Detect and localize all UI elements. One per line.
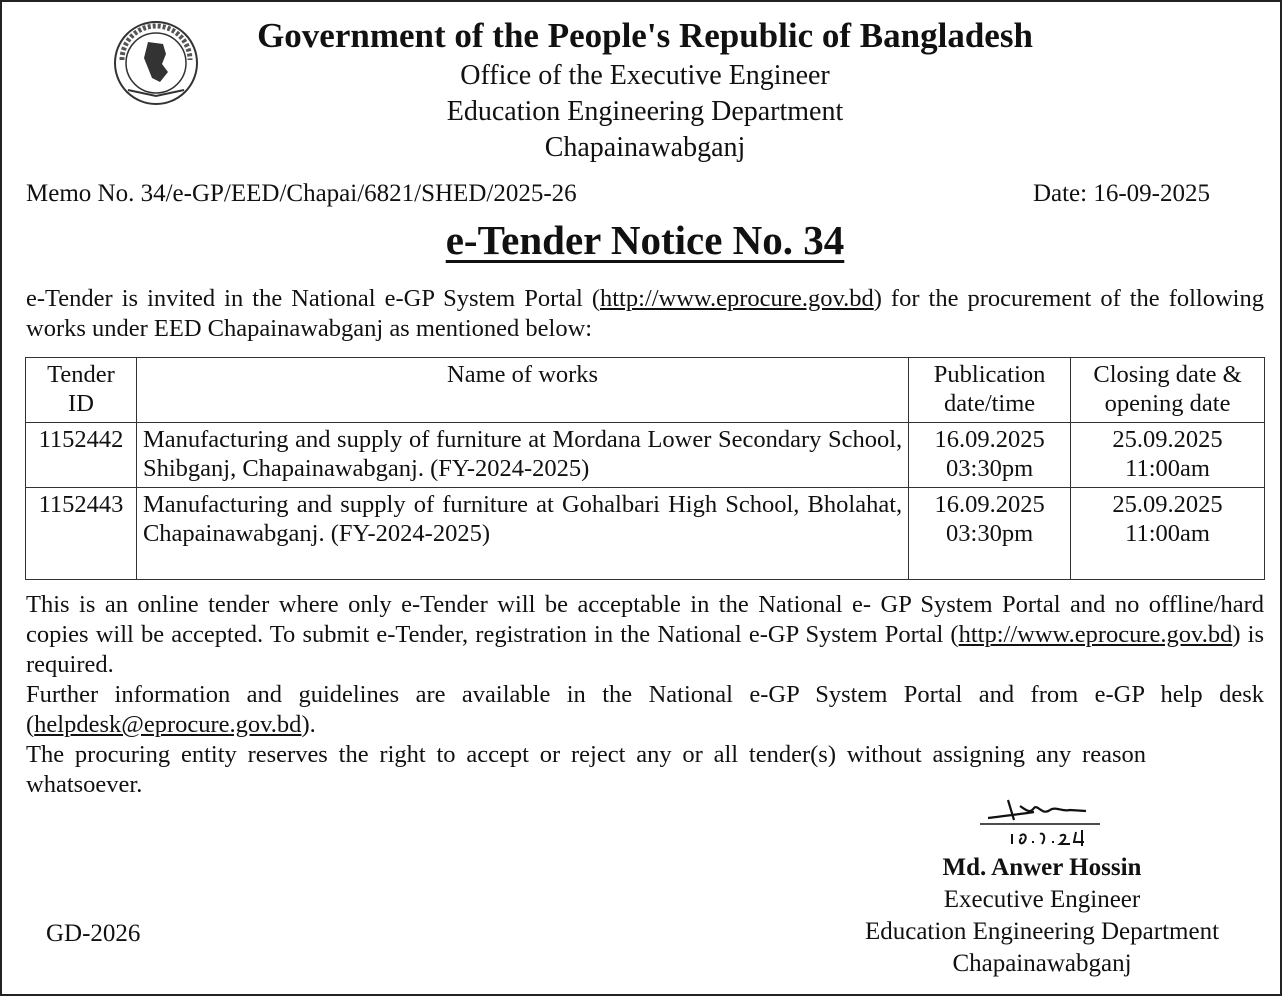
intro-text-start: e-Tender is invited in the National e-GP System Portal ( [26,285,600,312]
department-name: Education Engineering Department [446,96,844,127]
header-closing: Closing date & opening date [1071,358,1265,423]
opening-time: 11:00am [1125,520,1210,547]
tender-id: 1152442 [26,423,137,488]
signatory-department: Education Engineering Department [864,918,1220,945]
works-table [25,357,1265,580]
info-text-start: Further information and guidelines are available in the National e-GP System Portal and from e-GP help desk ( [26,681,1264,738]
office-name: Office of the Executive Engineer [460,60,830,91]
online-tender-paragraph [26,590,1264,680]
work-name: Manufacturing and supply of furniture at Mordana Lower Secondary School, Shibganj, Chapainawabganj. (FY-2024-2025) [136,423,908,488]
publication-time: 03:30pm [946,520,1034,547]
rights-paragraph: The procuring entity reserves the right to accept or reject any or all tender(s) without assigning any reason whatsoever. [26,741,1146,798]
memo-number: Memo No. 34/e-GP/EED/Chapai/6821/SHED/2025-26 [26,180,577,207]
closing-cell [1071,423,1265,488]
notice-title-text: e-Tender Notice No. 34 [445,217,845,263]
government-title: Government of the People's Republic of Bangladesh [257,16,1033,55]
header-publication: Publication date/time [909,358,1071,423]
handwritten-signature [974,796,1134,852]
publication-date: 16.09.2025 [934,426,1045,453]
gd-number: GD-2026 [46,920,141,947]
district-name: Chapainawabganj [544,132,746,163]
header-tender-id: Tender ID [26,358,137,423]
closing-date: 25.09.2025 [1112,426,1223,453]
signatory-designation: Executive Engineer [943,886,1141,913]
eprocure-link[interactable]: http://www.eprocure.gov.bd [599,285,874,312]
publication-cell [909,423,1071,488]
intro-paragraph [26,284,1264,344]
closing-date: 25.09.2025 [1112,491,1223,518]
online-text-end: ) is required. [26,621,1264,678]
online-text-start: This is an online tender where only e-Tender will be acceptable in the National e- GP System Portal and no offline/hard copies will be accepted. To submit e-Tender, registration in the National e-GP System Portal ( [26,591,1264,648]
signature-block [802,852,1282,980]
info-paragraph [26,680,1264,740]
work-name: Manufacturing and supply of furniture at Gohalbari High School, Bholahat, Chapainawabganj. (FY-2024-2025) [136,488,908,580]
eprocure-link[interactable]: http://www.eprocure.gov.bd [958,621,1233,648]
publication-cell [909,488,1071,580]
publication-time: 03:30pm [946,455,1034,482]
signatory-district: Chapainawabganj [952,950,1132,977]
helpdesk-email-link[interactable]: helpdesk@eprocure.gov.bd [34,711,302,738]
notice-date: Date: 16-09-2025 [1032,180,1210,207]
table-row [26,488,1265,580]
table-row [26,423,1265,488]
opening-time: 11:00am [1125,455,1210,482]
signatory-name: Md. Anwer Hossin [942,854,1142,881]
intro-text-end: ) for the procurement of the following works under EED Chapainawabganj as mentioned below: [26,285,1264,342]
header-name-of-works: Name of works [136,358,908,423]
closing-cell [1071,488,1265,580]
publication-date: 16.09.2025 [934,491,1045,518]
notice-title [2,216,1286,264]
tender-id: 1152443 [26,488,137,580]
info-text-end: ). [301,711,316,738]
table-header-row [26,358,1265,423]
